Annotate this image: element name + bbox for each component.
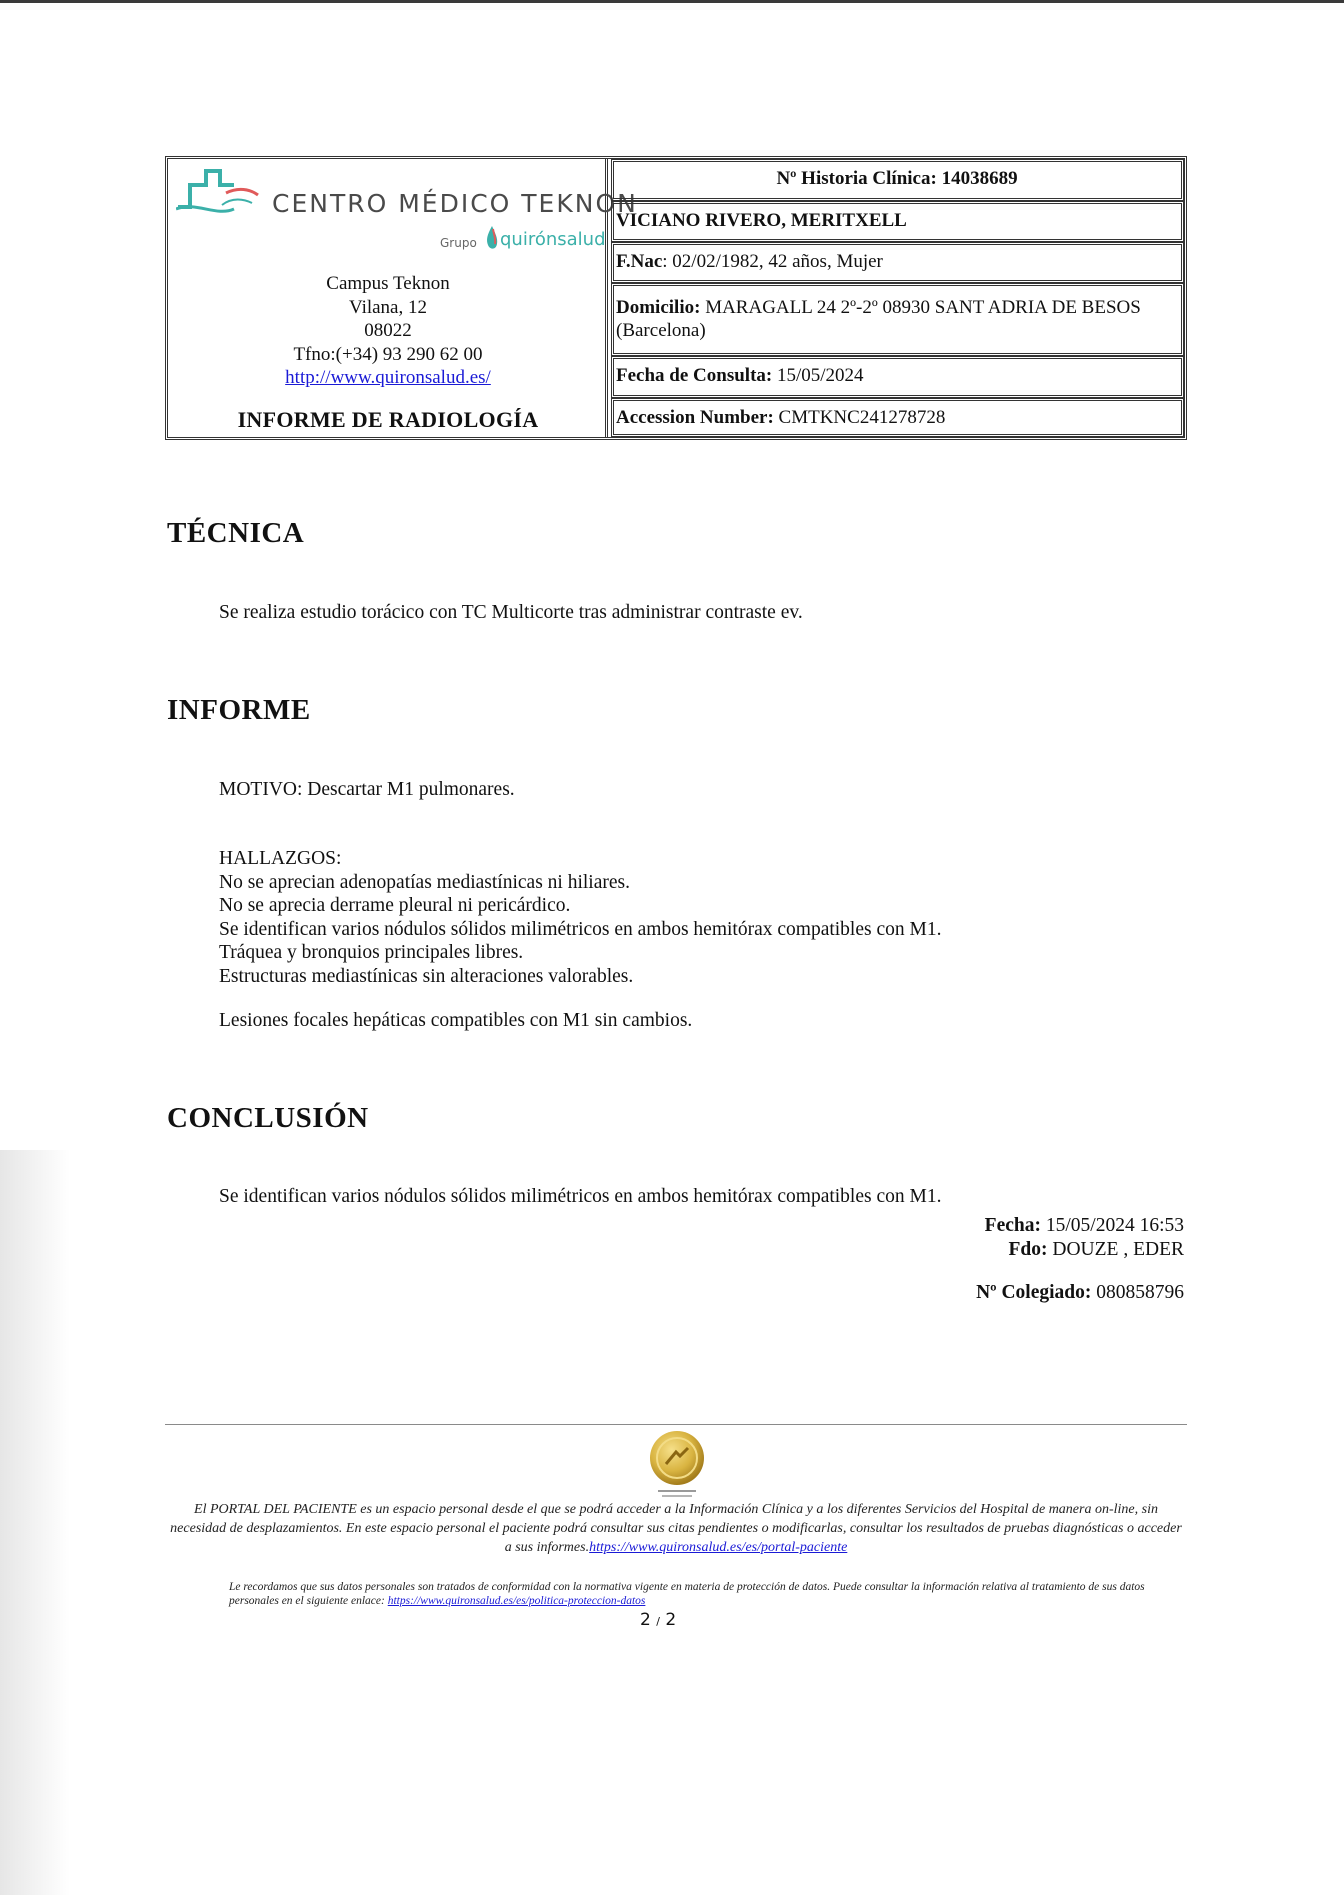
hallazgos-block <box>219 847 941 988</box>
section-heading-informe: INFORME <box>167 694 311 726</box>
patient-address-cell <box>611 283 1184 356</box>
consult-date-label: Fecha de Consulta: <box>616 365 773 386</box>
privacy-policy-link[interactable]: https://www.quironsalud.es/es/politica-proteccion-datos <box>387 1595 646 1607</box>
phone-number: Tfno:(+34) 93 290 62 00 <box>293 343 483 365</box>
report-date <box>985 1214 1184 1238</box>
patient-portal-text: El PORTAL DEL PACIENTE es un espacio personal desde el que se podrá acceder a la Información Clínica y a los diferentes Servicios del Hospital de manera on-line, sin necesidad de desplazamientos. En este espacio personal el paciente podrá consultar sus citas pendientes o modificarlas, consultar los resultados de pruebas diagnósticas o acceder a sus informes. <box>170 1502 1182 1555</box>
patient-portal-notice <box>165 1500 1187 1557</box>
accession-number-cell <box>611 398 1184 437</box>
footer-divider <box>165 1424 1187 1425</box>
section-heading-conclusion: CONCLUSIÓN <box>167 1102 369 1134</box>
report-date-label: Fecha: <box>984 1215 1041 1236</box>
hallazgos-title: HALLAZGOS: <box>219 848 342 869</box>
teknon-cross-icon <box>176 165 266 227</box>
motivo-text: MOTIVO: Descartar M1 pulmonares. <box>219 779 515 800</box>
accreditation-seal-icon <box>646 1430 708 1500</box>
brand-name: quirónsalud <box>500 229 606 250</box>
history-value: 14038689 <box>941 168 1018 189</box>
college-number-value: 080858796 <box>1096 1282 1184 1303</box>
hospital-logo <box>176 165 638 255</box>
page-indicator <box>640 1610 676 1630</box>
section-heading-tecnica: TÉCNICA <box>167 517 305 549</box>
patient-name: VICIANO RIVERO, MERITXELL <box>616 210 907 231</box>
birth-date-label: F.Nac <box>616 251 663 272</box>
signed-by <box>985 1238 1184 1262</box>
history-label: Nº Historia Clínica: <box>776 168 937 189</box>
hospital-address <box>168 272 608 390</box>
consult-date-value: 15/05/2024 <box>776 365 864 386</box>
college-number <box>976 1281 1184 1305</box>
finding-item: Tráquea y bronquios principales libres. <box>219 942 524 963</box>
top-border-line <box>0 0 1344 3</box>
tecnica-text: Se realiza estudio torácico con TC Multicorte tras administrar contraste ev. <box>219 602 803 623</box>
hospital-info <box>168 159 638 437</box>
liver-findings-text: Lesiones focales hepáticas compatibles con M1 sin cambios. <box>219 1010 693 1031</box>
group-label: Grupo <box>440 236 477 250</box>
consult-date-cell <box>611 356 1184 398</box>
signature-block <box>985 1214 1184 1261</box>
page-shadow <box>0 1150 70 1895</box>
privacy-notice <box>229 1580 1169 1608</box>
page-separator: / <box>656 1615 660 1628</box>
postal-code: 08022 <box>364 320 412 341</box>
patient-name-cell <box>611 201 1184 242</box>
page-total: 2 <box>665 1610 677 1630</box>
birth-date-value: : 02/02/1982, 42 años, Mujer <box>662 251 883 272</box>
patient-address-value: MARAGALL 24 2º-2º 08930 SANT ADRIA DE BESOS (Barcelona) <box>616 297 1141 341</box>
hospital-website-link[interactable]: http://www.quironsalud.es/ <box>285 367 491 388</box>
finding-item: No se aprecian adenopatías mediastínicas ni hiliares. <box>219 871 630 893</box>
privacy-text: Le recordamos que sus datos personales son tratados de conformidad con la normativa vigente en materia de protección de datos. Puede consultar la información relativa al tratamiento de sus datos personales en el siguiente enlace: <box>229 1581 1145 1607</box>
accession-label: Accession Number: <box>616 407 774 428</box>
signed-by-label: Fdo: <box>1008 1238 1048 1260</box>
report-date-value: 15/05/2024 16:53 <box>1045 1215 1184 1236</box>
finding-item: Se identifican varios nódulos sólidos milimétricos en ambos hemitórax compatibles con M1. <box>219 918 942 940</box>
patient-address-label: Domicilio: <box>616 297 701 318</box>
report-title: INFORME DE RADIOLOGÍA <box>237 407 539 432</box>
patient-portal-link[interactable]: https://www.quironsalud.es/es/portal-paciente <box>589 1540 848 1555</box>
address-line: Campus Teknon <box>326 273 450 294</box>
finding-item: Estructuras mediastínicas sin alteraciones valorables. <box>219 965 634 987</box>
accession-value: CMTKNC241278728 <box>778 407 946 428</box>
hospital-name: CENTRO MÉDICO TEKNON <box>272 189 638 218</box>
finding-item: No se aprecia derrame pleural ni pericárdico. <box>219 895 571 916</box>
report-header <box>165 156 1187 440</box>
history-number-cell <box>611 159 1184 201</box>
quironsalud-drop-icon <box>485 225 499 251</box>
college-number-label: Nº Colegiado: <box>976 1282 1092 1303</box>
birth-date-cell <box>611 242 1184 283</box>
page-current: 2 <box>640 1610 651 1630</box>
conclusion-text: Se identifican varios nódulos sólidos milimétricos en ambos hemitórax compatibles con M1. <box>219 1186 942 1207</box>
address-line: Vilana, 12 <box>348 296 427 318</box>
signed-by-value: DOUZE , EDER <box>1052 1238 1184 1260</box>
